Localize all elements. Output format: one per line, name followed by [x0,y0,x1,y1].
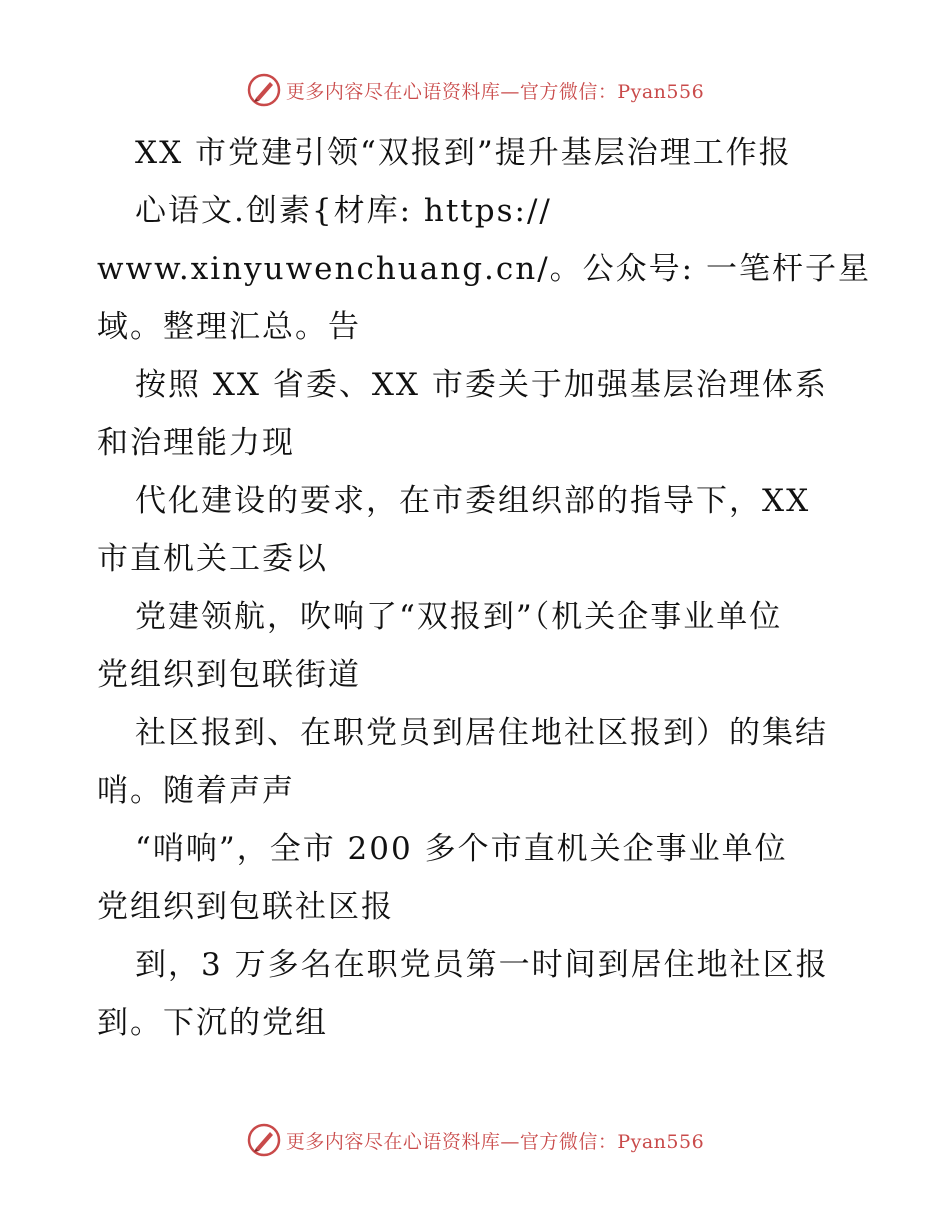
pen-logo-icon [246,1122,282,1158]
doc-line: 社区报到、在职党员到居住地社区报到）的集结 [135,715,828,751]
doc-line: www.xinyuwenchuang.cn/。公众号: 一笔杆子星 [97,251,871,287]
doc-line: 到，3 万多名在职党员第一时间到居住地社区报 [135,947,829,983]
doc-line: 心语文.创素{材库: https:// [135,193,552,229]
header-banner-text: 更多内容尽在心语资料库—官方微信：Pyan556 [285,80,705,103]
doc-line: 到。下沉的党组 [97,1005,328,1041]
header-banner [0,70,950,110]
doc-line: 代化建设的要求，在市委组织部的指导下，XX [135,483,811,519]
doc-line: 哨。随着声声 [97,773,295,809]
doc-line: 市直机关工委以 [97,541,328,577]
footer-banner-text: 更多内容尽在心语资料库—官方微信：Pyan556 [285,1130,705,1153]
doc-line: 域。整理汇总。告 [97,309,361,345]
doc-line: 党组织到包联街道 [97,657,361,693]
document-body [97,124,871,1052]
doc-line: “哨响”，全市 200 多个市直机关企事业单位 [135,831,788,867]
footer-banner [0,1120,950,1160]
pen-logo-icon [246,72,282,108]
doc-line: XX 市党建引领“双报到”提升基层治理工作报 [135,135,792,171]
doc-line: 和治理能力现 [97,425,295,461]
doc-line: 党组织到包联社区报 [97,889,394,925]
doc-line: 按照 XX 省委、XX 市委关于加强基层治理体系 [135,367,828,403]
doc-line: 党建领航，吹响了“双报到”（机关企事业单位 [135,599,783,635]
